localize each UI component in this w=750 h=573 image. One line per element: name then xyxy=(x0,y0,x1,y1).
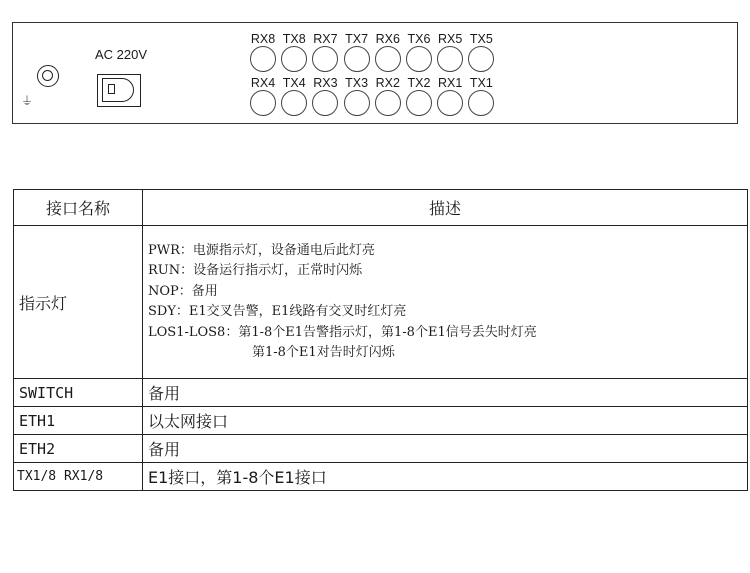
indicator-line-los: LOS1-LOS8：第1-8个E1告警指示灯，第1-8个E1信号丢失时灯亮 xyxy=(148,324,537,340)
port-tx6 xyxy=(406,46,432,72)
header-interface-name: 接口名称 xyxy=(14,190,143,226)
table-header-row xyxy=(14,190,748,226)
interface-description: 备用 xyxy=(143,379,748,407)
port-label-tx1: TX1 xyxy=(469,76,493,90)
interface-table xyxy=(13,189,748,491)
indicator-description xyxy=(143,226,748,379)
indicator-line-los-cont: 第1-8个E1对告时灯闪烁 xyxy=(252,345,395,360)
indicator-line-sdy: SDY：E1交叉告警，E1线路有交叉时红灯亮 xyxy=(148,304,407,319)
port-tx3 xyxy=(344,90,370,116)
port-tx4 xyxy=(281,90,307,116)
table-row xyxy=(14,463,748,491)
interface-name: SWITCH xyxy=(14,379,143,407)
device-rear-panel xyxy=(12,22,738,124)
port-label-rx7: RX7 xyxy=(313,32,338,46)
port-label-tx5: TX5 xyxy=(469,32,493,46)
table-row xyxy=(14,379,748,407)
port-rx5 xyxy=(437,46,463,72)
interface-name: ETH2 xyxy=(14,435,143,463)
interface-description: E1接口，第1-8个E1接口 xyxy=(143,463,748,491)
port-tx1 xyxy=(468,90,494,116)
port-tx5 xyxy=(468,46,494,72)
port-rx8 xyxy=(250,46,276,72)
table-row xyxy=(14,407,748,435)
ac-power-label: AC 220V xyxy=(95,47,148,62)
port-label-rx5: RX5 xyxy=(438,32,463,46)
ac-socket-icon xyxy=(97,74,141,107)
header-description: 描述 xyxy=(143,190,748,226)
interface-name: TX1/8 RX1/8 xyxy=(14,463,143,491)
interface-description: 以太网接口 xyxy=(143,407,748,435)
indicator-line-pwr: PWR：电源指示灯，设备通电后此灯亮 xyxy=(148,242,375,258)
ground-icon: ⏚ xyxy=(21,94,34,108)
port-label-rx1: RX1 xyxy=(438,76,463,90)
port-rx3 xyxy=(312,90,338,116)
port-rx2 xyxy=(375,90,401,116)
port-rx4 xyxy=(250,90,276,116)
port-label-rx2: RX2 xyxy=(375,76,400,90)
indicator-name: 指示灯 xyxy=(14,226,143,379)
port-label-tx4: TX4 xyxy=(282,76,306,90)
indicator-line-run: RUN：设备运行指示灯，正常时闪烁 xyxy=(148,263,363,278)
port-tx2 xyxy=(406,90,432,116)
port-label-rx4: RX4 xyxy=(250,76,276,90)
port-rx6 xyxy=(375,46,401,72)
port-rx1 xyxy=(437,90,463,116)
table-row xyxy=(14,226,748,379)
power-connector-icon xyxy=(37,65,59,87)
port-tx7 xyxy=(344,46,370,72)
port-label-tx6: TX6 xyxy=(407,32,431,46)
port-label-rx8: RX8 xyxy=(250,32,276,46)
interface-description: 备用 xyxy=(143,435,748,463)
port-label-rx6: RX6 xyxy=(375,32,400,46)
port-label-tx2: TX2 xyxy=(407,76,431,90)
port-label-tx7: TX7 xyxy=(345,32,369,46)
table-row xyxy=(14,435,748,463)
indicator-line-nop: NOP：备用 xyxy=(148,283,218,299)
port-label-tx8: TX8 xyxy=(282,32,306,46)
port-label-rx3: RX3 xyxy=(313,76,338,90)
port-rx7 xyxy=(312,46,338,72)
interface-name: ETH1 xyxy=(14,407,143,435)
port-tx8 xyxy=(281,46,307,72)
port-label-tx3: TX3 xyxy=(345,76,369,90)
